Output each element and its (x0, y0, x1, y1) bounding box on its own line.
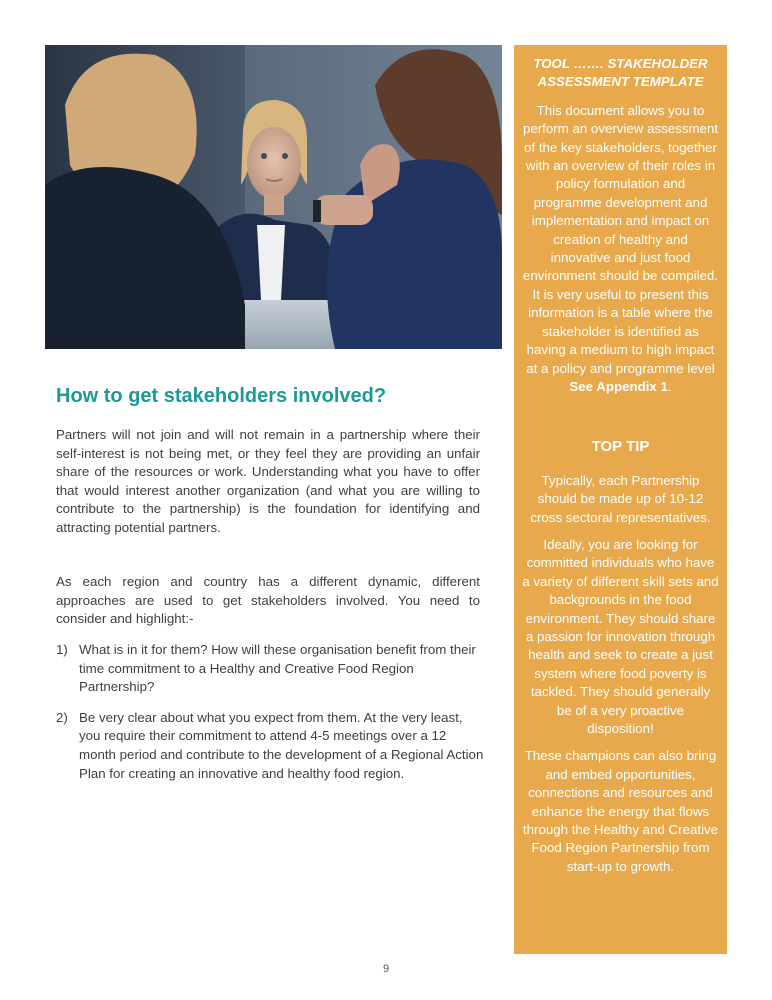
section-heading: How to get stakeholders involved? (56, 385, 387, 407)
intro-paragraph: Partners will not join and will not remain in a partnership where their self-interest is not being met, or they feel they are providing an unfair share of the resources or work. Understanding what you have to offer that would interest another organization (and what you are willing to contribute to the partnership) is the foundation for identifying and attracting potential partners. (56, 427, 480, 535)
meeting-photo (45, 45, 502, 349)
top-tip-paragraph: Ideally, you are looking for committed individuals who have a variety of different skill sets and backgrounds in the food environment. They should share a passion for innovation through health and seek to create a just system where food poverty is tackled. They should generally be of a very proactive disposition! (522, 536, 719, 736)
highlight-list (56, 641, 486, 795)
list-item-number: 2) (56, 709, 68, 725)
sidebar-body (522, 102, 719, 397)
list-item-text: Be very clear about what you expect from them. At the very least, you require their commitment to attend 4-5 meetings over a 12 month period and contribute to the development of a Regional Action Plan for creating an innovative and healthy food region. (79, 709, 484, 781)
list-item (56, 709, 486, 783)
tool-sidebar (514, 45, 727, 954)
list-item-text: What is in it for them? How will these organisation benefit from their time commitment to a Healthy and Creative Food Region Partnership? (79, 642, 476, 695)
appendix-suffix: . (667, 378, 672, 394)
top-tip-paragraph: These champions can also bring and embed opportunities, connections and resources and enhance the energy that flows through the Healthy and Creative Food Region Partnership from start-up to growth. (522, 748, 719, 874)
top-tip-title: TOP TIP (591, 438, 650, 456)
list-item (56, 641, 486, 697)
top-tip-paragraph: Typically, each Partnership should be made up of 10-12 cross sectoral representatives. (530, 472, 711, 525)
list-item-number: 1) (56, 642, 68, 657)
approach-paragraph: As each region and country has a different dynamic, different approaches are used to get stakeholders involved. You need to consider and highlight:- (56, 574, 480, 627)
meeting-photo-illustration (45, 45, 502, 349)
appendix-reference: See Appendix 1 (569, 378, 668, 394)
page-number: 9 (382, 963, 390, 975)
sidebar-body-text: This document allows you to perform an overview assessment of the key stakeholders, together with an overview of their roles in policy formulation and programme development and implementation and impact on creation of healthy and innovative and just food environment should be compiled. It is very useful to present this information is a table where the stakeholder is identified as having a medium to high impact at a policy and programme level (522, 102, 719, 376)
sidebar-title: TOOL ……. STAKEHOLDER ASSESSMENT TEMPLATE (533, 56, 708, 90)
